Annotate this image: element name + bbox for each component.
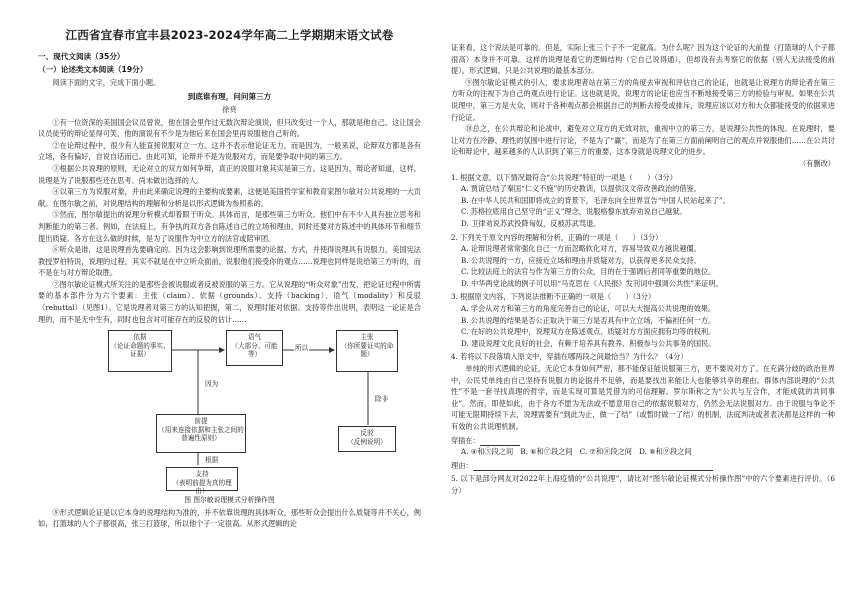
q1-option-b: B. 在中华人民共和国即将成立的背景下，毛泽东向全世界宣告“中国人民站起来了”。: [461, 195, 730, 205]
article-author: 徐贲: [222, 104, 237, 114]
paragraph-2: ②在论辩过程中，很少有人能直接说服对立一方。这并不表示他论证无力，而是因为，一般来说，论辩双方都是各有立场，各有偏好，自说自话而已。由此可知，论辩并不是为说服对方，而是要争取中间的第三方。: [38, 140, 421, 162]
q4-reason-label: 理由：: [451, 460, 473, 470]
paragraph-10: ⑩总之，在公共辩论和论战中，避免对立双方的无效对抗，重视中立的第三方，是说理公共性的体现。在说理时，要让对方在冷静、理性的氛围中进行讨论，不是为了“赢”，而是为了在第三方面前阐明自己的观点并说服他们……在公共讨论和辩论中，越来越多的人认识到了第三方的重要，这本身就是说理文化的进步。: [451, 124, 835, 157]
article-title: 到底谁有理，问问第三方: [187, 92, 272, 102]
left-column: [38, 30, 421, 530]
box-warrant: 前提 （用来连接依据和主张之间的普遍性原则）: [156, 414, 246, 453]
section-title: 一、现代文阅读（35分）: [38, 51, 125, 61]
q1-option-d: D. 卫律劝说苏武投降匈奴，反被苏武骂退。: [461, 218, 601, 228]
box-rebuttal: 反驳 （反例说明）: [338, 426, 396, 452]
instruction: 阅读下面的文字，完成下面小题。: [52, 77, 161, 87]
right-column: [451, 40, 835, 497]
paragraph-5: ⑤然而，图尔敏提出的说理分析模式却着眼于听众。具体而言，是那些第三方听众。他们中有不少人具有独立思考和判断能力的第三者。例如，在法庭上，有争执的双方各自陈述自己的立场和理由，同时还要对方陈述中的具体环节和细节提出质疑。各方在这么做的时候，是为了说服作为中立方的法官或陪审团。: [38, 210, 421, 243]
q3-option-a: A. 学会从对方和第三方的角度完善自己的论证，可以大大提高公共说理的效果。: [461, 304, 716, 314]
question-3: 3. 根据原文内容，下列说法推断不正确的一项是（ ）（3分）: [451, 292, 656, 302]
q3-option-b: B. 公共说理的结果是否公正取决于第三方是否具有中立立场，不偏袒任何一方。: [461, 315, 716, 325]
q4-reason-blank[interactable]: [473, 470, 713, 471]
label-unless: 除非: [374, 394, 389, 406]
paragraph-8: ⑧形式逻辑论证是以它本身的说理结构为准的，并不依靠说理的具体听众，那些听众会提出什么质疑等并不关心，例如，打篮球的人个子都很高，张三打篮球，所以他个子一定很高。从形式逻辑的论: [38, 507, 421, 529]
q4-reason-row: [451, 460, 835, 472]
question-2: 2. 下列关于原文内容的理解和分析，正确的一项是（ ）（3分）: [451, 232, 663, 242]
box-grounds: 依据 （论证命题的事实、证据）: [108, 330, 172, 372]
label-so: 所以: [294, 343, 309, 355]
label-since: 因为: [204, 379, 219, 391]
q1-option-c: C. 苏格拉底用自己坚守的“正义”理念，说服格黎东放弃劝说自己越狱。: [461, 207, 687, 217]
paragraph-4: ④以第三方为说服对象，并由此来确定说理的主要构成要素，这便是美国哲学家和教育家图尔敏对公共说理的一大贡献。在图尔敏之前，对说理结构的理解和分析是以形式逻辑为参照系的。: [38, 187, 421, 208]
box-modality: 语气 （大部分、可能等）: [226, 330, 283, 366]
question-4: 4. 若将以下段落填入原文中，穿插在哪两段之间最恰当？为什么？（4分）: [451, 352, 688, 362]
label-because: 根据: [204, 455, 219, 467]
paragraph-9: ⑨图尔敏论证模式的引入，要求说理者站在第三方的角度去审视和评估自己的论证，也就是让说理方的辩论者在第三方听众的注视下为自己的观点进行论证。这也就是说，说理方的论证也应当不断地接受第三方的检验与审视。如果在公共说理中，第三方是大众，则对于各种观点都会根据自己的判断去接受或排斥，说理应该以对方和大众都能接受的依据来进行论证。: [451, 77, 835, 122]
q1-option-a: A. 贾谊总结了秦国“仁义不施”的历史教训，以提供汉文帝改善政治的借鉴。: [461, 184, 701, 194]
diagram-caption: 图 图尔敏说理模式分析操作图: [184, 496, 275, 505]
q3-option-d: D. 建设说理文化良好的社会，有赖于培养具有教养、积极参与公共事务的国民。: [461, 338, 716, 348]
toulmin-diagram: [38, 328, 421, 496]
continuation-text: 证来看，这个说法是可靠的。但是，实际上张三个子不一定就高。为什么呢？因为这个论证的大前提（打篮球的人个子都很高）本身并不可靠。这样的说理是看它的逻辑结构（它自己说得通），但却没有去考察它的依据（别人无法接受的前提）。形式逻辑，只是公共说理的最基本部分。: [451, 43, 835, 76]
q2-option-c: C. 比较法庭上的法官与作为第三方的公众，目的在于强调后者同等重要的地位。: [461, 267, 716, 277]
q2-option-d: D. 中华两党论战的例子可以用“马克思在《人民报》发刊词中强调公共性”来证明。: [461, 278, 723, 288]
question-1: 1. 根据文意，以下情况最符合“公共说理”特征的一项是（ ）（3分）: [451, 172, 677, 182]
box-claim: 主张 （你所要证实的命题）: [336, 330, 398, 372]
paragraph-6: ⑥听众是谁，这是说理首先要确定的。因为这会影响到说理所需要的论据、方式，并使得说理具有说服力，美国宪法教授罗伯特说，说理的过程，其实不就是在中立听众面前，说服他们接受你的观点……说理也同样是说给第三方听的，而不是在与对方辩论取胜。: [38, 245, 421, 278]
exam-title: 江西省宜春市宜丰县2023-2024学年高二上学期期末语文试卷: [65, 28, 394, 42]
q2-option-b: B. 公共说理的一方，应接近立场和理由并质疑对方，以获得更多民众支持。: [461, 255, 701, 265]
q3-option-c: C. 在好的公共说理中，说理双方在陈述观点、质疑对方方面应拥有均等的权利。: [461, 327, 716, 337]
question-5: 5. 以下是部分网友对2022年上海疫情的“公共说理”，请比对“图尔敏论证模式分析操作图”中的六个要素进行评价。（6分）: [451, 474, 835, 495]
source-note: （有删改）: [799, 158, 835, 168]
box-backing: 支持 （表明前提为真的理由）: [166, 467, 238, 491]
q4-answer-row: [451, 435, 835, 447]
q2-option-a: A. 论辩说理者常常强化自己一方而忽略软化对方，容易导致双方越说越僵。: [461, 244, 701, 254]
q4-options: A. ④和⑤段之间 B. ⑥和⑦段之间 C. ⑦和⑧段之间 D. ⑧和⑨段之间: [461, 447, 692, 457]
subsection-title: （一）论述类文本阅读（19分）: [38, 65, 148, 75]
paragraph-1: ①有一位资深的美国国会议员曾说，他在国会里作过无数次辩论演说，但只改变过一个人，那就是他自己。这让国会议员徒劳的辩论显得可笑，他的演说有不少是为他后来在国会里再说服他自己听的。: [38, 117, 421, 139]
q4-answer-label: 穿插在：: [451, 435, 480, 445]
paragraph-3: ③根据公共说理的原则，无论对立的双方如何争辩，真正的说服对象其实是第三方。这是因为，辩论者知道，这样，说理是为了说服那些还在思考、尚未做出选择的人。: [38, 163, 421, 185]
q4-passage: 单纯的形式逻辑的论证，无论它本身如何严密，都不能保证能说服第三方，更不要说对方了。在充满分歧的政治世界中，公民凭单纯由自己坚持有说服力的论据并不足够，而是要找出来能让人也能够共享的理由。群体内部说理的“公共性”不是一套寻找真理的哲学，而是实现可算是凭借为的可信理解。罗尔斯称之为“公共与互合作，才能成就的共同事业”。然而，即使如此，由于各方不愿为无法或不愿意用自己的依据说服对方，仍然会无法说服对方。由于说服与争论不可能无限期持续下去，说理需要有“到此为止，做一了结”（或暂时做一了结）的机制，法庭判决或者表决都是这样的一种有效的公共说理机制。: [451, 364, 835, 431]
paragraph-7: ⑦图尔敏论证模式所关注的是那些会被说服或者反被说服的第三方。它从说理的“听众对象”出发，把论证过程中所需要的基本部件分为六个要素：主张（claim）、依据（grounds）、支持（backing）、语气（modality）和反驳（rebuttal）（见图1）。它是说理者对第三方的认知把握，第二，说理时能对依据、支持等作出说明，表明这一论证是合理的，而不是无中生有，同时也包含对可能存在的反驳的估计……: [38, 279, 421, 324]
